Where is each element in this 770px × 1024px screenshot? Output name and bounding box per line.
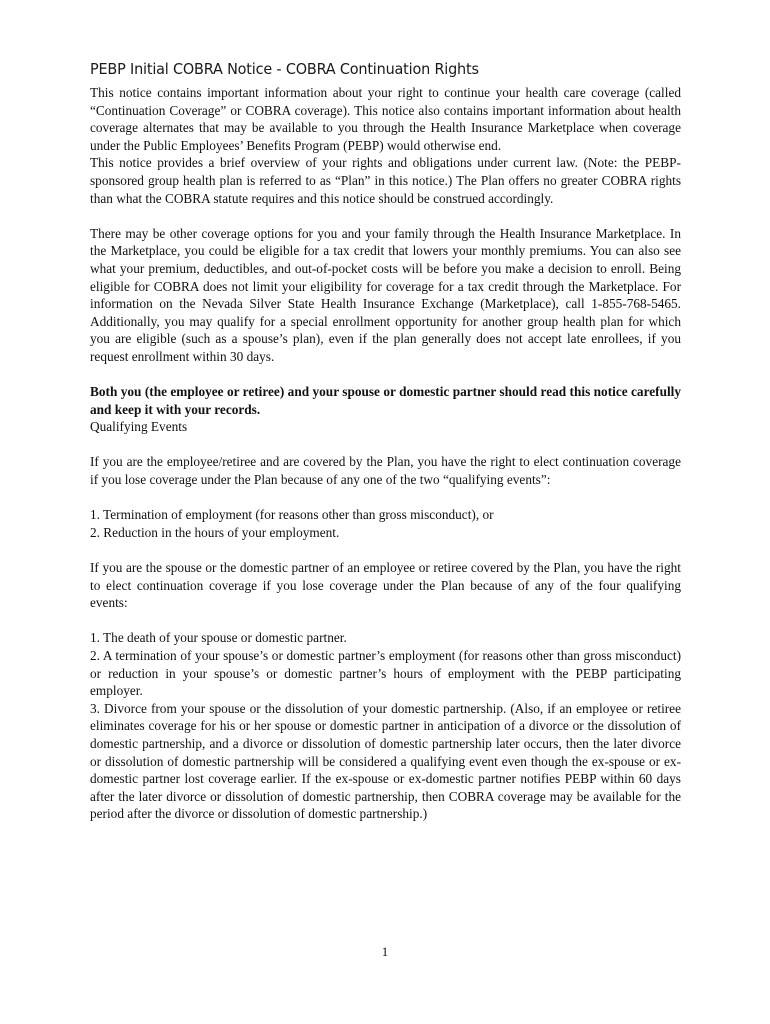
spouse-event-item: 3. Divorce from your spouse or the dissolution of your domestic partnership. (Also, if an employee or retiree eliminates coverage for his or her spouse or domestic partner in anticipation of a divorce or the dissolution of domestic partnership, and a divorce or dissolution of domestic partnership later occurs, then the later divorce or dissolution of domestic partnership will be considered a qualifying event even though the ex-spouse or ex-domestic partner lost coverage earlier. If the ex-spouse or ex-domestic partner notifies PEBP within 60 days after the later divorce or dissolution of domestic partnership, then COBRA coverage may be available for the period after the divorce or dissolution of domestic partnership.) [90, 700, 681, 822]
employee-event-item: 1. Termination of employment (for reasons other than gross misconduct), or [90, 507, 494, 523]
document-title: PEBP Initial COBRA Notice - COBRA Continuation Rights [90, 60, 479, 78]
document-page [90, 60, 681, 823]
spouse-event-item: 1. The death of your spouse or domestic partner. [90, 630, 347, 646]
employee-event-item: 2. Reduction in the hours of your employment. [90, 524, 340, 540]
employee-qualifying-intro: If you are the employee/retiree and are covered by the Plan, you have the right to elect continuation coverage if you lose coverage under the Plan because of any one of the two “qualifying events”: [90, 454, 681, 488]
marketplace-paragraph: There may be other coverage options for you and your family through the Health Insurance Marketplace. In the Marketplace, you could be eligible for a tax credit that lowers your monthly premiums. You can also see what your premium, deductibles, and out-of-pocket costs will be before you make a decision to enroll. Being eligible for COBRA does not limit your eligibility for coverage for a tax credit through the Marketplace. For information on the Nevada Silver State Health Insurance Exchange (Marketplace), call 1-855-768-5465. Additionally, you may qualify for a special enrollment opportunity for another group health plan for which you are eligible (such as a spouse’s plan), even if the plan generally does not accept late enrollees, if you request enrollment within 30 days. [90, 225, 681, 364]
intro-paragraph-2: This notice provides a brief overview of your rights and obligations under current law. (Note: the PEBP-sponsored group health plan is referred to as “Plan” in this notice.) The Plan offers no greater COBRA rights than what the COBRA statute requires and this notice should be construed accordingly. [90, 155, 681, 206]
read-notice-statement: Both you (the employee or retiree) and your spouse or domestic partner should read this notice carefully and keep it with your records. [90, 384, 681, 417]
spouse-qualifying-intro: If you are the spouse or the domestic partner of an employee or retiree covered by the Plan, you have the right to elect continuation coverage if you lose coverage under the Plan because of any of the four qualifying events: [90, 560, 681, 611]
qualifying-events-heading: Qualifying Events [90, 419, 188, 435]
page-number: 1 [381, 944, 389, 959]
spouse-event-item: 2. A termination of your spouse’s or domestic partner’s employment (for reasons other than gross misconduct) or reduction in your spouse’s or domestic partner’s hours of employment with the PEBP participating employer. [90, 648, 681, 699]
intro-paragraph-1: This notice contains important information about your right to continue your health care coverage (called “Continuation Coverage” or COBRA coverage). This notice also contains important information about health coverage alternates that may be available to you through the Health Insurance Marketplace when coverage under the Public Employees’ Benefits Program (PEBP) would otherwise end. [90, 85, 681, 153]
